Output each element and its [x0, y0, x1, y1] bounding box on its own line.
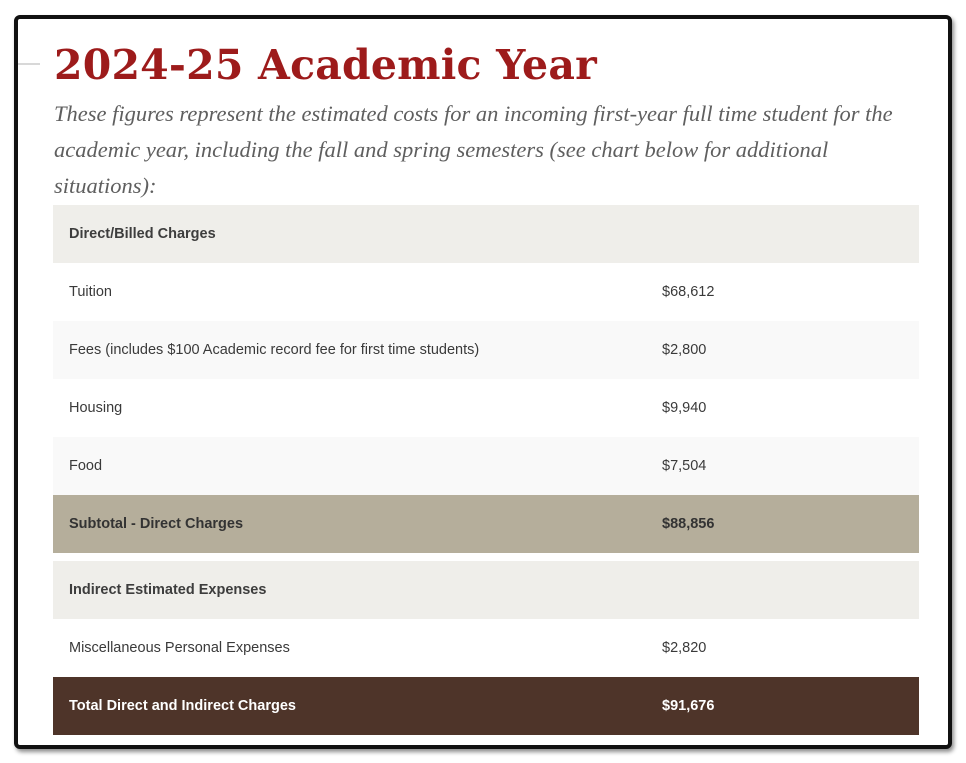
row-value: $68,612: [646, 263, 919, 321]
row-label: Tuition: [53, 263, 646, 321]
row-value: $2,820: [646, 619, 919, 677]
section-header-value: [646, 561, 919, 619]
section-header-label: Indirect Estimated Expenses: [53, 561, 646, 619]
row-label: Food: [53, 437, 646, 495]
table-row-misc: [53, 619, 919, 677]
row-label: Miscellaneous Personal Expenses: [53, 619, 646, 677]
section-header-label: Direct/Billed Charges: [53, 205, 646, 263]
table-row-tuition: [53, 263, 919, 321]
table-row-food: [53, 437, 919, 495]
row-label: Fees (includes $100 Academic record fee for first time students): [53, 321, 646, 379]
intro-text: These figures represent the estimated costs for an incoming first-year full time student for the academic year, including the fall and spring semesters (see chart below for additional situations):: [54, 101, 893, 198]
subtotal-label: Subtotal - Direct Charges: [53, 495, 646, 553]
screenshot-frame: [14, 15, 952, 749]
cost-table: [53, 205, 919, 735]
table-row-housing: [53, 379, 919, 437]
table-row-fees: [53, 321, 919, 379]
total-value: $91,676: [646, 677, 919, 735]
row-spacer: [53, 553, 919, 561]
section-header-direct: [53, 205, 919, 263]
row-value: $2,800: [646, 321, 919, 379]
row-value: $9,940: [646, 379, 919, 437]
total-label: Total Direct and Indirect Charges: [53, 677, 646, 735]
section-header-value: [646, 205, 919, 263]
page-title: 2024-25 Academic Year: [54, 41, 597, 89]
subtotal-value: $88,856: [646, 495, 919, 553]
edge-divider: [18, 63, 40, 65]
row-label: Housing: [53, 379, 646, 437]
table-row-total: [53, 677, 919, 735]
row-value: $7,504: [646, 437, 919, 495]
table-row-subtotal: [53, 495, 919, 553]
section-header-indirect: [53, 561, 919, 619]
